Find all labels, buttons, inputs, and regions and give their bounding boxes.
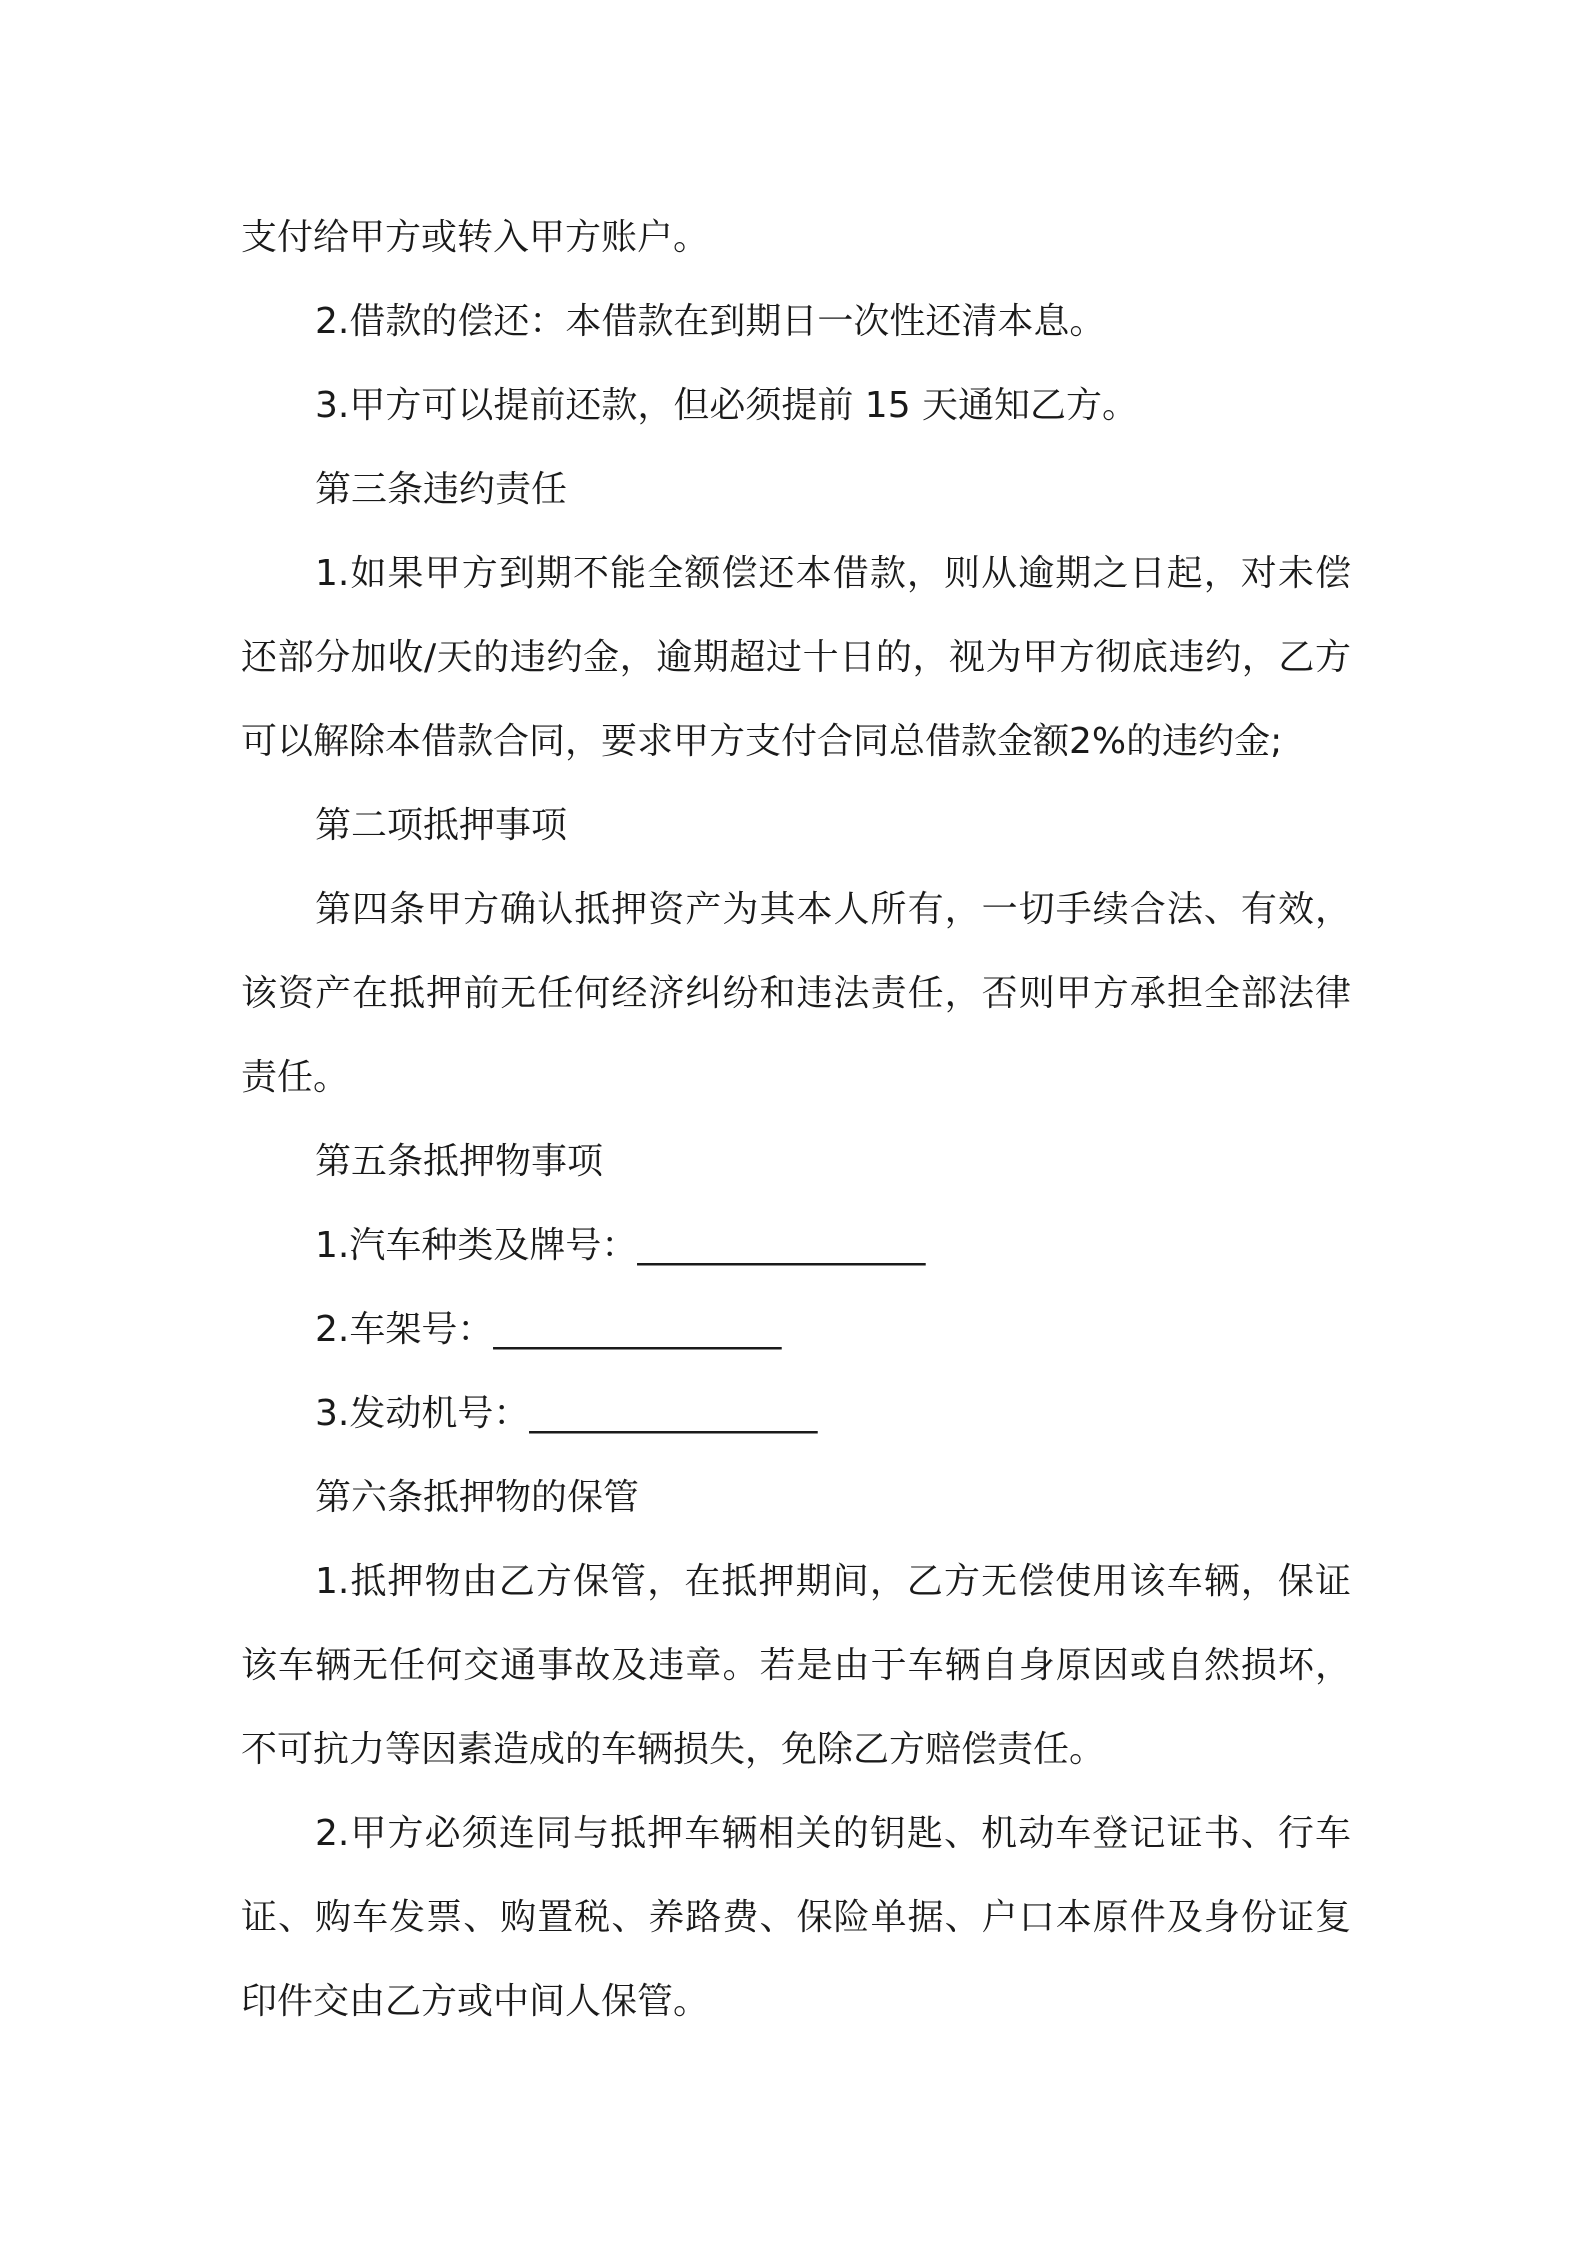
article-3-heading: 第三条违约责任 (315, 469, 568, 510)
paragraph-early-repayment: 3.甲方可以提前还款，但必须提前 15 天通知乙方。 (315, 385, 1139, 426)
paragraph-default-liability: 1.如果甲方到期不能全额偿还本借款，则从逾期之日起，对未偿还部分加收/天的违约金，逾期超过十日的，视为甲方彻底违约，乙方可以解除本借款合同，要求甲方支付合同总借款金额2%的违约金; (241, 553, 1351, 762)
article-6-heading: 第六条抵押物的保管 (315, 1477, 640, 1518)
paragraph-documents-handover: 2.甲方必须连同与抵押车辆相关的钥匙、机动车登记证书、行车证、购车发票、购置税、养路费、保险单据、户口本原件及身份证复印件交由乙方或中间人保管。 (241, 1813, 1351, 2022)
field-engine-number: 3.发动机号：________________ (315, 1393, 818, 1434)
paragraph-repayment: 2.借款的偿还：本借款在到期日一次性还清本息。 (315, 301, 1106, 342)
field-vehicle-type-plate: 1.汽车种类及牌号：________________ (315, 1225, 926, 1266)
document-body (241, 196, 1351, 2044)
paragraph-custody: 1.抵押物由乙方保管，在抵押期间，乙方无偿使用该车辆，保证该车辆无任何交通事故及违章。若是由于车辆自身原因或自然损坏，不可抗力等因素造成的车辆损失，免除乙方赔偿责任。 (241, 1561, 1351, 1770)
article-4-paragraph: 第四条甲方确认抵押资产为其本人所有，一切手续合法、有效，该资产在抵押前无任何经济纠纷和违法责任，否则甲方承担全部法律责任。 (241, 889, 1351, 1098)
field-frame-number: 2.车架号：________________ (315, 1309, 782, 1350)
section-2-heading: 第二项抵押事项 (315, 805, 568, 846)
paragraph-continuation: 支付给甲方或转入甲方账户。 (241, 217, 710, 258)
article-5-heading: 第五条抵押物事项 (315, 1141, 604, 1182)
